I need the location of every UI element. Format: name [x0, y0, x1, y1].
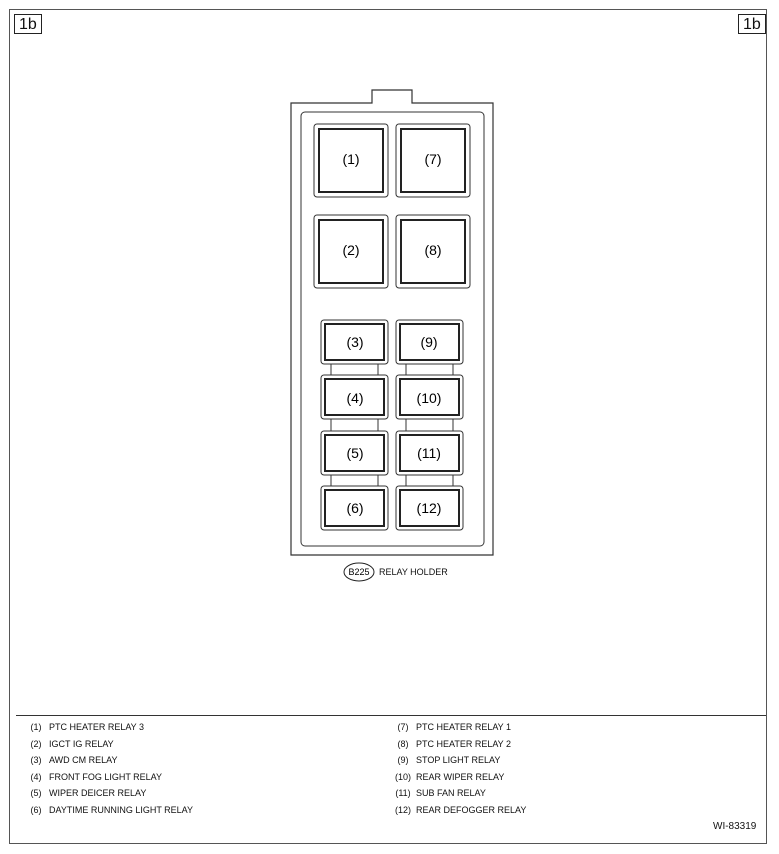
svg-text:(5): (5): [346, 445, 364, 461]
svg-text:(1): (1): [342, 151, 360, 167]
relay-slot-11: [396, 431, 463, 475]
relay-slot-5: [321, 431, 388, 475]
legend-item: (12) REAR DEFOGGER RELAY: [394, 804, 527, 815]
svg-text:(6): (6): [346, 500, 364, 516]
svg-text:(3): (3): [346, 334, 364, 350]
legend-right-column: [392, 719, 526, 819]
svg-text:(11): (11): [417, 445, 441, 461]
legend-item: (10) REAR WIPER RELAY: [394, 771, 505, 782]
legend-item: (4) FRONT FOG LIGHT RELAY: [30, 771, 163, 782]
legend-item: (7) PTC HEATER RELAY 1: [397, 722, 512, 732]
relay-slot-9: [396, 320, 463, 364]
svg-text:(4): (4): [346, 390, 364, 406]
figure-reference: WI-83319: [713, 821, 757, 832]
legend-item: (3) AWD CM RELAY: [30, 755, 118, 766]
relay-stack-connectors: [331, 364, 453, 486]
legend-item: (6) DAYTIME RUNNING LIGHT RELAY: [30, 804, 194, 815]
svg-text:(10): (10): [416, 390, 442, 406]
svg-text:(7): (7): [424, 151, 442, 167]
legend-item: (1) PTC HEATER RELAY 3: [30, 722, 145, 732]
diagram-caption: RELAY HOLDER: [379, 567, 448, 577]
page-tag-left: 1b: [14, 14, 42, 34]
relay-slot-8: [396, 215, 470, 288]
svg-text:(8): (8): [424, 242, 442, 258]
relay-slot-10: [396, 375, 463, 419]
relay-holder-inner: [301, 112, 484, 546]
relay-slot-7: [396, 124, 470, 197]
legend-item: (5) WIPER DEICER RELAY: [30, 788, 147, 799]
legend-item: (8) PTC HEATER RELAY 2: [397, 738, 512, 749]
svg-text:(9): (9): [420, 334, 438, 350]
relay-slot-12: [396, 486, 463, 530]
relay-slot-3: [321, 320, 388, 364]
legend-divider: [16, 715, 766, 716]
legend-item: (9) STOP LIGHT RELAY: [397, 755, 501, 766]
svg-text:(2): (2): [342, 242, 360, 258]
connector-badge-label: B225: [348, 567, 370, 577]
relay-slot-4: [321, 375, 388, 419]
relay-slot-2: [314, 215, 388, 288]
legend-item: (2) IGCT IG RELAY: [30, 738, 114, 749]
svg-text:(12): (12): [416, 500, 442, 516]
page-tag-right: 1b: [738, 14, 766, 34]
relay-slot-6: [321, 486, 388, 530]
relay-slot-1: [314, 124, 388, 197]
legend-left-column: [25, 719, 193, 819]
legend-item: (11) SUB FAN RELAY: [395, 788, 486, 799]
